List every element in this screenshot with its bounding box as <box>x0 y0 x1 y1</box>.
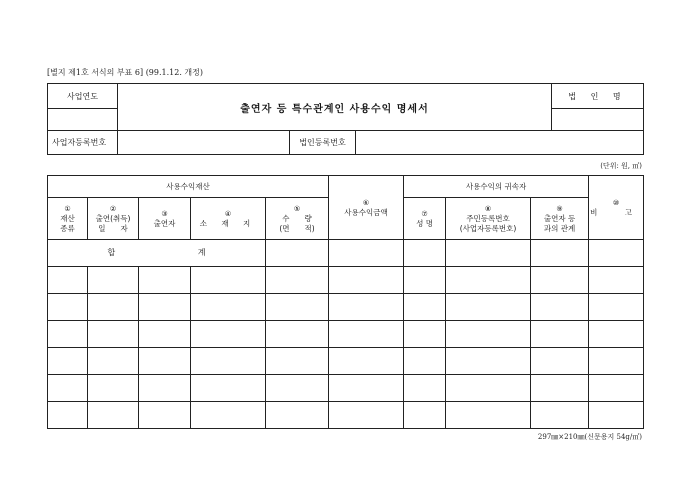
table-cell[interactable] <box>191 402 266 429</box>
col6-num: ⑥ <box>362 198 370 207</box>
col-contribution-date <box>88 198 139 240</box>
table-cell[interactable] <box>139 267 191 294</box>
col7-label: 성 명 <box>416 218 433 228</box>
table-cell[interactable] <box>446 267 531 294</box>
table-row <box>48 267 644 294</box>
table-cell[interactable] <box>48 321 88 348</box>
table-cell[interactable] <box>48 267 88 294</box>
table-row <box>48 348 644 375</box>
table-cell[interactable] <box>88 348 139 375</box>
col-name <box>404 198 446 240</box>
col3-num: ③ <box>161 209 168 218</box>
table-cell[interactable] <box>589 402 644 429</box>
table-cell[interactable] <box>266 321 329 348</box>
table-row <box>48 402 644 429</box>
biz-reg-no-label: 사업자등록번호 <box>48 131 118 155</box>
table-cell[interactable] <box>88 402 139 429</box>
table-cell[interactable] <box>589 321 644 348</box>
table-cell[interactable] <box>191 375 266 402</box>
total-cell[interactable] <box>531 240 589 267</box>
col-remarks <box>589 176 644 240</box>
biz-reg-no-field[interactable] <box>118 131 290 155</box>
table-cell[interactable] <box>48 375 88 402</box>
table-cell[interactable] <box>531 402 589 429</box>
col5-num: ⑤ <box>293 204 301 213</box>
table-cell[interactable] <box>266 294 329 321</box>
table-cell[interactable] <box>404 321 446 348</box>
form-label: [별지 제1호 서식의 부표 6] (99.1.12. 개정) <box>47 68 204 77</box>
table-cell[interactable] <box>139 348 191 375</box>
table-row <box>48 375 644 402</box>
table-cell[interactable] <box>531 294 589 321</box>
table-cell[interactable] <box>88 321 139 348</box>
total-quantity-cell[interactable] <box>266 240 329 267</box>
corp-reg-no-field[interactable] <box>356 131 644 155</box>
col-reg-number <box>446 198 531 240</box>
table-cell[interactable] <box>329 294 404 321</box>
col1-label-b: 종류 <box>60 223 75 233</box>
table-cell[interactable] <box>589 348 644 375</box>
col5-label-a: 수 량 <box>282 213 312 223</box>
table-cell[interactable] <box>404 348 446 375</box>
table-cell[interactable] <box>266 402 329 429</box>
usage-income-table <box>47 175 644 429</box>
table-cell[interactable] <box>404 294 446 321</box>
table-cell[interactable] <box>139 321 191 348</box>
col8-label-a: 주민등록번호 <box>466 213 510 223</box>
table-cell[interactable] <box>139 402 191 429</box>
table-cell[interactable] <box>446 375 531 402</box>
col9-label-a: 출연자 등 <box>543 213 576 223</box>
col-relationship <box>531 198 589 240</box>
col-usage-income-amount <box>329 176 404 240</box>
table-cell[interactable] <box>589 294 644 321</box>
table-cell[interactable] <box>191 294 266 321</box>
table-cell[interactable] <box>139 375 191 402</box>
col3-label: 출연자 <box>153 218 176 228</box>
table-cell[interactable] <box>329 321 404 348</box>
col-location <box>191 198 266 240</box>
table-cell[interactable] <box>139 294 191 321</box>
table-cell[interactable] <box>266 348 329 375</box>
col7-num: ⑦ <box>421 209 428 218</box>
paper-size-note: 297㎜×210㎜(신문용지 54g/㎡) <box>537 433 642 441</box>
table-cell[interactable] <box>446 294 531 321</box>
col-contributor <box>139 198 191 240</box>
table-cell[interactable] <box>404 267 446 294</box>
col2-num: ② <box>109 204 117 213</box>
col4-label: 소 재 지 <box>199 218 257 228</box>
group-property-header: 사용수익재산 <box>48 176 329 198</box>
table-cell[interactable] <box>191 348 266 375</box>
col5-label-b: (면 적) <box>279 223 315 233</box>
table-cell[interactable] <box>48 348 88 375</box>
col9-label-b: 과의 관계 <box>543 223 576 233</box>
table-cell[interactable] <box>404 402 446 429</box>
table-cell[interactable] <box>48 402 88 429</box>
table-cell[interactable] <box>329 375 404 402</box>
table-cell[interactable] <box>266 375 329 402</box>
table-row <box>48 294 644 321</box>
table-cell[interactable] <box>329 348 404 375</box>
col9-num: ⑨ <box>556 204 563 213</box>
table-cell[interactable] <box>266 267 329 294</box>
col10-num: ⑩ <box>612 198 620 207</box>
corp-name-label: 법 인 명 <box>552 84 644 109</box>
table-cell[interactable] <box>589 267 644 294</box>
table-cell[interactable] <box>191 321 266 348</box>
col6-label: 사용수익금액 <box>344 207 388 217</box>
col8-label-b: (사업자등록번호) <box>459 223 517 233</box>
table-cell[interactable] <box>531 267 589 294</box>
total-label: 합 계 <box>48 240 266 267</box>
table-cell[interactable] <box>329 267 404 294</box>
header-table <box>47 83 644 155</box>
table-cell[interactable] <box>531 321 589 348</box>
table-cell[interactable] <box>191 267 266 294</box>
table-cell[interactable] <box>446 321 531 348</box>
table-cell[interactable] <box>531 348 589 375</box>
form-title: 출연자 등 특수관계인 사용수익 명세서 <box>118 84 552 131</box>
table-cell[interactable] <box>446 402 531 429</box>
col4-num: ④ <box>224 209 232 218</box>
group-attribution-header: 사용수익의 귀속자 <box>404 176 589 198</box>
table-cell[interactable] <box>48 294 88 321</box>
table-cell[interactable] <box>88 267 139 294</box>
total-cell[interactable] <box>589 240 644 267</box>
table-cell[interactable] <box>589 375 644 402</box>
col2-label-a: 출연(취득) <box>95 213 131 223</box>
corp-reg-no-label: 법인등록번호 <box>290 131 356 155</box>
table-cell[interactable] <box>329 402 404 429</box>
col10-label: 비 고 <box>590 207 643 217</box>
table-cell[interactable] <box>531 375 589 402</box>
table-cell[interactable] <box>88 294 139 321</box>
business-year-field[interactable] <box>48 109 118 131</box>
corp-name-field[interactable] <box>552 109 644 131</box>
col1-num: ① <box>64 204 71 213</box>
col2-label-b: 일 자 <box>98 223 128 233</box>
total-cell[interactable] <box>446 240 531 267</box>
table-cell[interactable] <box>446 348 531 375</box>
table-cell[interactable] <box>88 375 139 402</box>
unit-note: (단위: 원, ㎡) <box>600 162 642 170</box>
table-row <box>48 321 644 348</box>
col-quantity <box>266 198 329 240</box>
col-property-type <box>48 198 88 240</box>
total-cell[interactable] <box>404 240 446 267</box>
total-amount-cell[interactable] <box>329 240 404 267</box>
col1-label-a: 재산 <box>60 213 75 223</box>
table-cell[interactable] <box>404 375 446 402</box>
col8-num: ⑧ <box>484 204 492 213</box>
business-year-label: 사업연도 <box>48 84 118 109</box>
